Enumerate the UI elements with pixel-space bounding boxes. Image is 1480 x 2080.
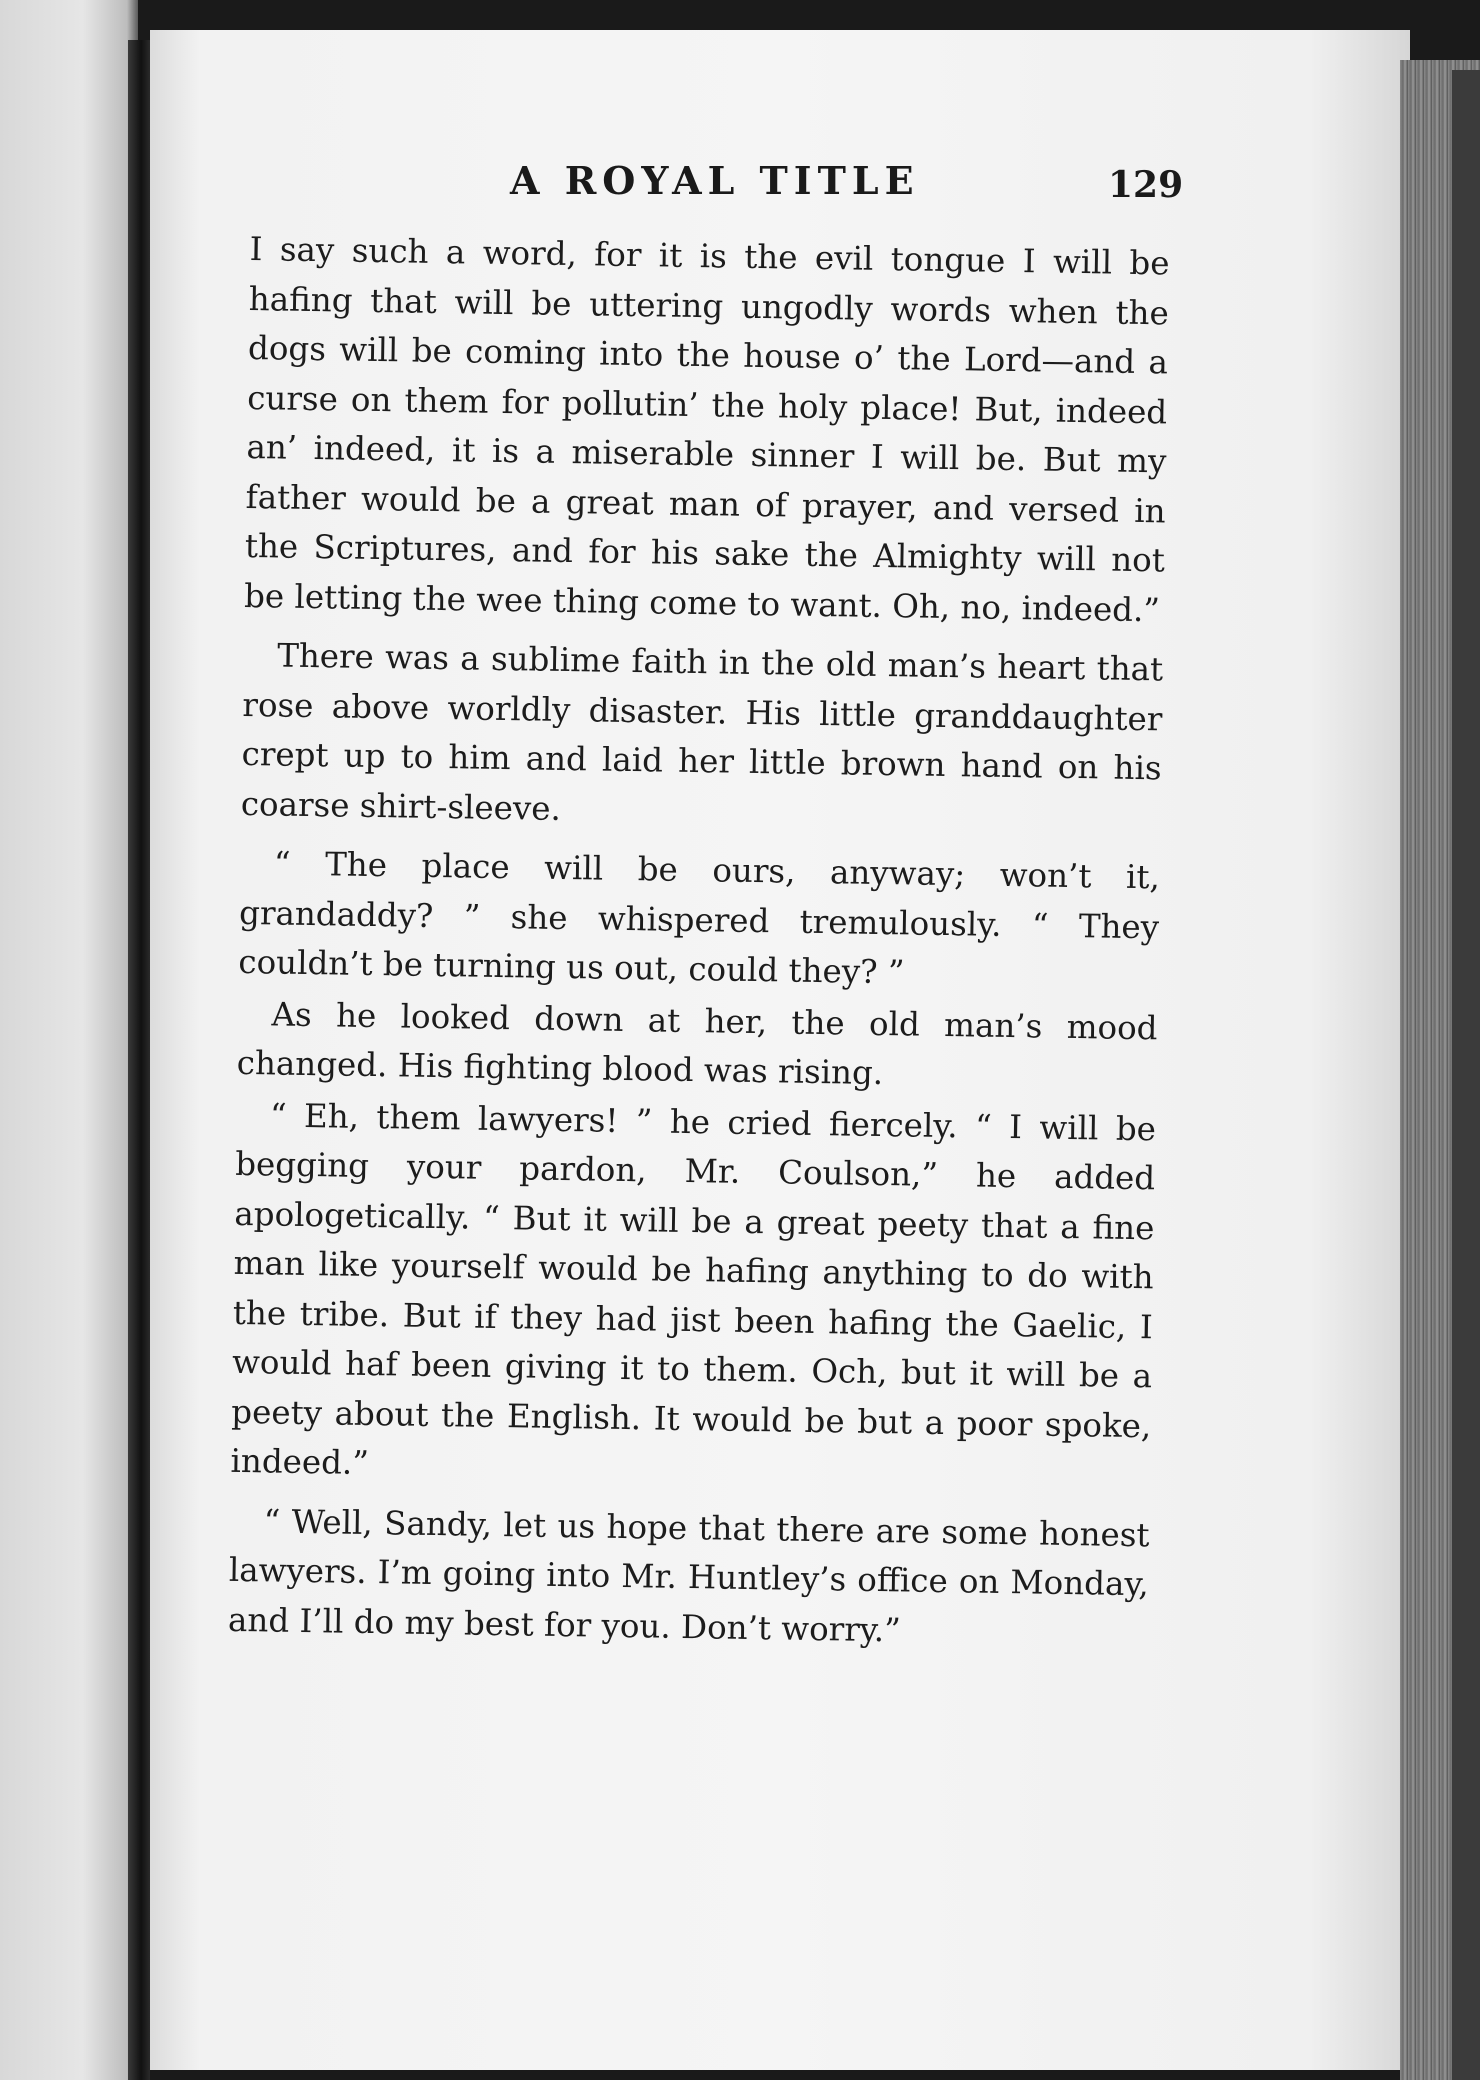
book-cover-edge bbox=[1452, 70, 1480, 2080]
paragraph: I say such a word, for it is the evil tongue I will be hafing that will be uttering ungodly words when the dogs will be coming into the house o’ the Lord—and a curse on them for pollutin’ the holy place! But, indeed an’ indeed, it is a miserable sinner I will be. But my father would be a great man of prayer, and versed in the Scriptures, and for his sake the Almighty will not be letting the wee thing come to want. Oh, no, indeed.” bbox=[243, 229, 1170, 629]
facing-page-edge bbox=[0, 0, 138, 2080]
paragraph: “ Well, Sandy, let us hope that there are some honest lawyers. I’m going into Mr. Huntley’s office on Monday, and I’ll do my best for you. Don’t worry.” bbox=[227, 1501, 1150, 1649]
page-number: 129 bbox=[1108, 164, 1184, 206]
page-body bbox=[228, 225, 1170, 1659]
running-head bbox=[150, 158, 1410, 218]
running-head-title: A ROYAL TITLE bbox=[510, 158, 920, 203]
paragraph: “ Eh, them lawyers! ” he cried fiercely. “ I will be begging your pardon, Mr. Coulson,” he added apologetically. “ But it will be a great peety that a fine man like yourself would be hafing anything to do with the tribe. But if they had jist been hafing the Gaelic, I would haf been giving it to them. Och, but it will be a peety about the English. It would be but a poor spoke, indeed.” bbox=[230, 1095, 1157, 1483]
paragraph: There was a sublime faith in the old man’s heart that rose above worldly disaster. His little granddaughter crept up to him and laid her little brown hand on his coarse shirt-sleeve. bbox=[240, 636, 1164, 828]
book-gutter bbox=[128, 40, 150, 2080]
paragraph: “ The place will be ours, anyway; won’t it, grandaddy? ” she whispered tremulously. “ They couldn’t be turning us out, could they? ” bbox=[238, 844, 1161, 992]
paragraph: As he looked down at her, the old man’s mood changed. His fighting blood was rising. bbox=[236, 994, 1158, 1093]
